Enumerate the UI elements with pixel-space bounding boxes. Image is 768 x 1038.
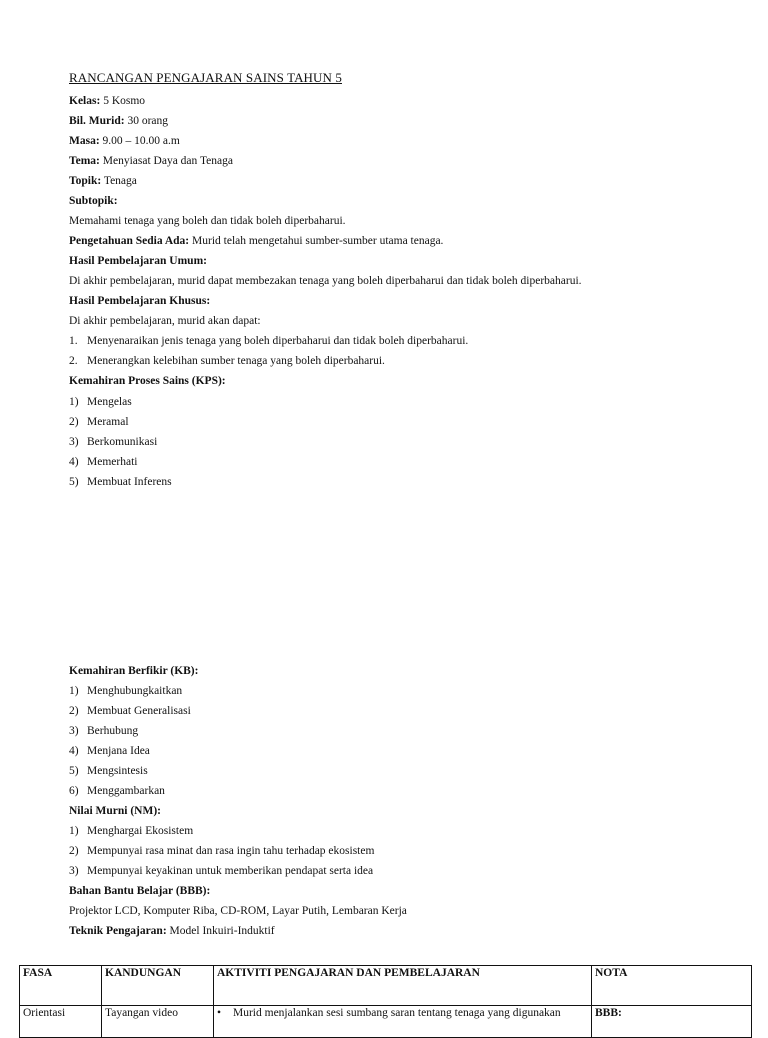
subtopik-heading	[69, 194, 118, 208]
masa-value: 9.00 – 10.00 a.m	[102, 135, 180, 147]
hpk-heading	[69, 294, 210, 308]
kelas-label: Kelas:	[69, 95, 101, 107]
hpu-text: Di akhir pembelajaran, murid dapat membezakan tenaga yang boleh diperbaharui dan tidak boleh diperbaharui.	[69, 275, 582, 287]
kelas-line	[69, 94, 145, 108]
kb-label: Kemahiran Berfikir (KB):	[69, 665, 199, 677]
nm-item-number: 2)	[69, 845, 79, 857]
hpk-item-text: Menyenaraikan jenis tenaga yang boleh diperbaharui dan tidak boleh diperbaharui.	[87, 335, 469, 347]
cell-aktiviti-text: Murid menjalankan sesi sumbang saran tentang tenaga yang digunakan	[233, 1007, 561, 1019]
kb-item	[69, 764, 148, 778]
bil-murid-value: 30 orang	[127, 115, 169, 127]
kb-item-text: Menjana Idea	[87, 745, 150, 757]
nm-label: Nilai Murni (NM):	[69, 805, 161, 817]
kb-item-text: Menggambarkan	[87, 785, 165, 797]
nm-item-number: 1)	[69, 825, 79, 837]
masa-label: Masa:	[69, 135, 100, 147]
psa-line	[69, 234, 443, 248]
tema-value: Menyiasat Daya dan Tenaga	[102, 155, 233, 167]
kb-heading	[69, 664, 198, 678]
tema-line	[69, 154, 233, 168]
hpk-item-number: 1.	[69, 335, 78, 347]
kps-item	[69, 455, 137, 469]
teknik-value: Model Inkuiri-Induktif	[169, 925, 275, 937]
header-nota: NOTA	[592, 966, 752, 1006]
document-title: RANCANGAN PENGAJARAN SAINS TAHUN 5	[69, 70, 342, 85]
nm-item	[69, 864, 373, 878]
nm-item-text: Menghargai Ekosistem	[87, 825, 194, 837]
kb-item	[69, 724, 138, 738]
header-aktiviti: AKTIVITI PENGAJARAN DAN PEMBELAJARAN	[214, 966, 592, 1006]
table-row	[20, 1006, 752, 1038]
nm-heading	[69, 804, 161, 818]
bullet-icon: •	[217, 1007, 222, 1019]
psa-value: Murid telah mengetahui sumber-sumber utama tenaga.	[192, 235, 444, 247]
tema-label: Tema:	[69, 155, 100, 167]
topik-label: Topik:	[69, 175, 102, 187]
kb-item-text: Berhubung	[87, 725, 139, 737]
bbb-label: Bahan Bantu Belajar (BBB):	[69, 885, 211, 897]
kb-item-number: 2)	[69, 705, 79, 717]
hpk-item	[69, 334, 468, 348]
subtopik-text: Memahami tenaga yang boleh dan tidak boleh diperbaharui.	[69, 215, 346, 227]
kps-item-number: 4)	[69, 456, 79, 468]
kps-item-text: Membuat Inferens	[87, 476, 172, 488]
masa-line	[69, 134, 180, 148]
kps-item-text: Mengelas	[87, 396, 132, 408]
table-header-row	[20, 966, 752, 1006]
kps-label: Kemahiran Proses Sains (KPS):	[69, 375, 226, 387]
hpk-item	[69, 354, 385, 368]
kb-item-number: 1)	[69, 685, 79, 697]
teknik-line	[69, 924, 275, 938]
kps-item	[69, 435, 157, 449]
cell-fasa: Orientasi	[20, 1006, 102, 1038]
kb-item-number: 3)	[69, 725, 79, 737]
bil-murid-line	[69, 114, 168, 128]
hpk-item-text: Menerangkan kelebihan sumber tenaga yang boleh diperbaharui.	[87, 355, 385, 367]
hpu-heading	[69, 254, 207, 268]
kps-item-number: 1)	[69, 396, 79, 408]
kps-item	[69, 395, 132, 409]
hpu-label: Hasil Pembelajaran Umum:	[69, 255, 207, 267]
cell-aktiviti	[214, 1006, 592, 1038]
nm-item-text: Mempunyai keyakinan untuk memberikan pendapat serta idea	[87, 865, 374, 877]
kps-item-text: Memerhati	[87, 456, 138, 468]
bbb-heading	[69, 884, 210, 898]
header-kandungan: KANDUNGAN	[102, 966, 214, 1006]
subtopik-label: Subtopik:	[69, 195, 118, 207]
kps-item-text: Meramal	[87, 416, 129, 428]
teknik-label: Teknik Pengajaran:	[69, 925, 167, 937]
kb-item	[69, 784, 165, 798]
kps-heading	[69, 374, 226, 388]
kb-item	[69, 744, 150, 758]
kb-item-number: 6)	[69, 785, 79, 797]
bil-murid-label: Bil. Murid:	[69, 115, 125, 127]
bbb-text: Projektor LCD, Komputer Riba, CD-ROM, Layar Putih, Lembaran Kerja	[69, 905, 407, 917]
kps-item	[69, 415, 129, 429]
topik-value: Tenaga	[103, 175, 137, 187]
hpk-label: Hasil Pembelajaran Khusus:	[69, 295, 211, 307]
kb-item-text: Mengsintesis	[87, 765, 148, 777]
cell-kandungan: Tayangan video	[102, 1006, 214, 1038]
kps-item	[69, 475, 172, 489]
kb-item	[69, 684, 182, 698]
kb-item-number: 4)	[69, 745, 79, 757]
hpk-intro: Di akhir pembelajaran, murid akan dapat:	[69, 315, 261, 327]
kb-item-number: 5)	[69, 765, 79, 777]
nm-item-number: 3)	[69, 865, 79, 877]
topik-line	[69, 174, 137, 188]
nm-item-text: Mempunyai rasa minat dan rasa ingin tahu terhadap ekosistem	[87, 845, 375, 857]
kb-item-text: Membuat Generalisasi	[87, 705, 191, 717]
kps-item-number: 2)	[69, 416, 79, 428]
psa-label: Pengetahuan Sedia Ada:	[69, 235, 190, 247]
hpk-item-number: 2.	[69, 355, 78, 367]
lesson-table	[19, 965, 752, 1038]
nm-item	[69, 844, 374, 858]
kb-item	[69, 704, 191, 718]
kb-item-text: Menghubungkaitkan	[87, 685, 183, 697]
kelas-value: 5 Kosmo	[103, 95, 146, 107]
kps-item-text: Berkomunikasi	[87, 436, 158, 448]
kps-item-number: 5)	[69, 476, 79, 488]
nm-item	[69, 824, 193, 838]
cell-nota: BBB:	[592, 1006, 752, 1038]
kps-item-number: 3)	[69, 436, 79, 448]
header-fasa: FASA	[20, 966, 102, 1006]
